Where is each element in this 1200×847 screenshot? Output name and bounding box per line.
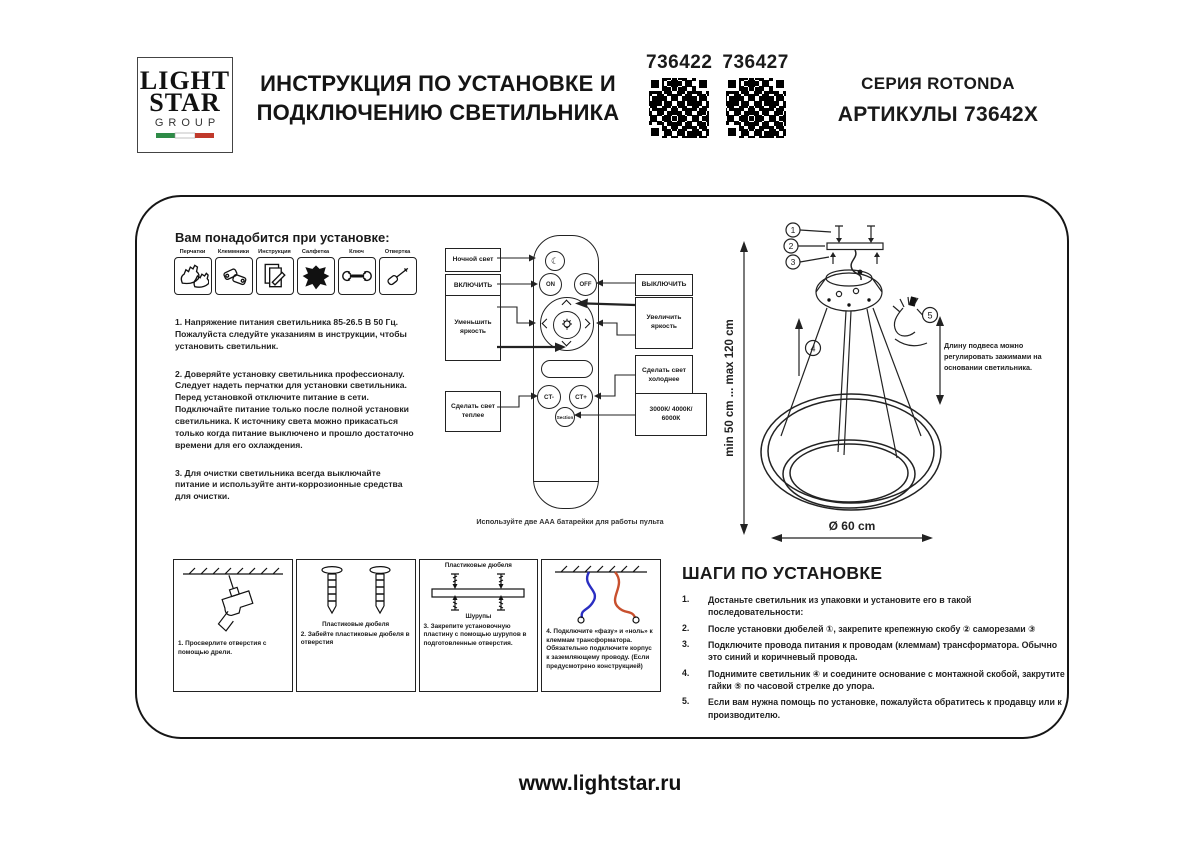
safety-instructions [175, 317, 417, 519]
bulb-icon [560, 318, 574, 332]
step-item [682, 623, 1066, 635]
tools-row [173, 249, 417, 295]
tool-label: Клеммники [217, 249, 250, 255]
off-button: OFF [574, 273, 597, 296]
qr-article-number: 736427 [722, 52, 789, 73]
logo-text-light: LIGHT [139, 66, 231, 96]
lamp-rings [761, 394, 941, 510]
wires-drawing [543, 560, 659, 626]
page-title-line1: ИНСТРУКЦИЯ ПО УСТАНОВКЕ И [260, 71, 616, 96]
series-block [818, 74, 1058, 127]
ct-minus-button: CT- [537, 385, 561, 409]
logo-text-star: STAR [149, 87, 221, 117]
drill-icon [205, 571, 258, 633]
tool-screwdriver [378, 249, 417, 295]
mounting-plate [784, 223, 883, 269]
install-panel-2 [296, 559, 416, 692]
dowels-drawing [298, 560, 414, 622]
screws-label: Шурупы [465, 612, 492, 620]
tool-gloves [173, 249, 212, 295]
screw-icon [451, 574, 459, 589]
night-light-button [545, 251, 565, 271]
plate-screws-drawing [420, 570, 536, 614]
screwdriver-icon [382, 260, 414, 292]
safety-paragraph-2: 2. Доверяйте установку светильника профессионалу. Следует надеть перчатки для установки светильника. Перед установкой отключите питание в сети. Подключайте питание только после полной установки светильника. К источнику света можно прикасаться только когда питание выключено и прошло достаточно времени для его охлаждения. [175, 368, 414, 450]
callout-color-temperatures: 3000К/ 4000К/ 6000К [635, 393, 707, 436]
adjust-length-arrow [936, 316, 944, 405]
step-item [682, 696, 1066, 721]
callout-increase-brightness: Увеличить яркость [635, 297, 693, 349]
tool-clamps [214, 249, 253, 295]
page-title-line2: ПОДКЛЮЧЕНИЮ СВЕТИЛЬНИКА [256, 99, 620, 125]
diameter-dimension [771, 519, 933, 542]
main-panel [135, 195, 1069, 739]
pendant-length-note: Длину подвеса можно регулировать зажимами на основании светильника. [944, 341, 1042, 373]
qr-article-number: 736422 [646, 52, 713, 73]
safety-paragraph-3: 3. Для очистки светильника всегда выключайте питание и используйте анти-коррозионные средства для очистки. [175, 467, 403, 502]
qr-column [646, 52, 712, 140]
step-item [682, 594, 1066, 619]
panel-caption: 4. Подключите «фазу» и «ноль» к клеммам трансформатора. Обязательно подключите корпус к заземляющему проводу. (Если предусмотрено конструкцией) [546, 628, 653, 670]
on-button: ON [539, 273, 562, 296]
diameter-label: Ø 60 cm [828, 519, 876, 533]
callout-4: 4 [810, 343, 816, 354]
step-text: После установки дюбелей ①, закрепите крепежную скобу ② саморезами ③ [708, 623, 1036, 634]
section-button: Section [555, 407, 575, 427]
step-text: Если вам нужна помощь по установке, пожалуйста обратитесь к продавцу или к производителю. [708, 697, 1062, 720]
screw-icon [497, 574, 505, 589]
gloves-icon [177, 260, 209, 292]
callout-3: 3 [790, 257, 796, 267]
step-item [682, 668, 1066, 693]
dowels-label: Пластиковые дюбеля [444, 562, 512, 569]
tool-box [338, 257, 376, 295]
canopy [816, 270, 882, 311]
ct-plus-button: CT+ [569, 385, 593, 409]
install-panel-3 [419, 559, 539, 692]
pill-button [541, 360, 593, 378]
callout-1: 1 [790, 225, 796, 235]
install-panel-4 [541, 559, 661, 692]
tool-label: Перчатки [179, 249, 206, 255]
tool-box [215, 257, 253, 295]
napkin-icon [300, 260, 332, 292]
qr-code-icon [647, 76, 711, 140]
articles-code: АРТИКУЛЫ 73642X [837, 103, 1039, 126]
callout-turn-on: ВКЛЮЧИТЬ [445, 274, 501, 298]
logo-text-group: GROUP [154, 116, 221, 129]
website-url: www.lightstar.ru [518, 772, 682, 795]
step-item [682, 639, 1066, 664]
tool-box [256, 257, 294, 295]
step-number: 2. [682, 622, 690, 633]
wire-terminal [633, 617, 639, 623]
callout-warmer-light: Сделать свет теплее [445, 391, 501, 432]
moon-icon: ☾ [550, 255, 560, 266]
lamp-drawing [689, 212, 1067, 562]
panel-caption: 2. Забейте пластиковые дюбеля в отверстия [300, 630, 410, 647]
neutral-wire [582, 572, 595, 618]
steps-heading: ШАГИ ПО УСТАНОВКЕ [682, 563, 883, 583]
callout-colder-light: Сделать свет холоднее [635, 355, 693, 396]
install-steps [682, 563, 1066, 725]
tool-label: Отвертка [384, 249, 411, 255]
step-number: 3. [682, 638, 690, 649]
remote-bottom-line [533, 481, 599, 482]
callout-turn-off: ВЫКЛЮЧИТЬ [635, 274, 693, 296]
callout-night-light: Ночной свет [445, 248, 501, 272]
qr-codes [646, 52, 789, 140]
callout-2: 2 [788, 241, 794, 251]
tool-box [379, 257, 417, 295]
qr-column [722, 52, 788, 140]
dowels-label: Пластиковые дюбеля [322, 621, 390, 628]
tool-label: Салфетка [301, 249, 330, 255]
power-wire [851, 250, 861, 280]
height-dimension-label: min 50 cm ... max 120 cm [724, 319, 736, 457]
lamp-diagram [689, 212, 1067, 562]
series-name: СЕРИЯ ROTONDA [861, 74, 1015, 93]
clamps-icon [218, 260, 250, 292]
tool-instruction [255, 249, 294, 295]
step-text: Достаньте светильник из упаковки и установите его в такой последовательности: [708, 595, 972, 618]
tool-napkin [296, 249, 335, 295]
callout-decrease-brightness: Уменьшить яркость [445, 295, 501, 361]
tool-label: Ключ [349, 249, 364, 255]
tool-box [174, 257, 212, 295]
callout-5: 5 [927, 310, 933, 321]
lightstar-logo [137, 57, 233, 153]
tool-label: Инструкция [258, 249, 291, 255]
step-number: 4. [682, 667, 690, 678]
qr-code-icon [724, 76, 788, 140]
wrench-icon [341, 260, 373, 292]
instruction-icon [259, 260, 291, 292]
panel-caption: 1. Просверлите отверстия с помощью дрели. [178, 640, 267, 656]
pad-center-button [553, 311, 581, 339]
height-dimension [724, 241, 748, 535]
panel-caption: 3. Закрепите установочную пластину с помощью шурупов в подготовленные отверстия. [423, 622, 527, 647]
page-title [228, 70, 648, 127]
install-panel-1 [173, 559, 293, 692]
dowel-icon [322, 567, 342, 613]
tools-heading: Вам понадобится при установке: [175, 230, 390, 245]
lift-arrow [795, 318, 821, 376]
step-text: Поднимите светильник ④ и соедините основание с монтажной скобой, закрутите гайки ⑤ по часовой стрелке до упора. [708, 668, 1065, 691]
tool-box [297, 257, 335, 295]
dowel-icon [370, 567, 390, 613]
safety-paragraph-1: 1. Напряжение питания светильника 85-26.5 В 50 Гц. Пожалуйста следуйте указаниям в инструкции, чтобы установить светильник. [175, 317, 407, 351]
suspension-cables [781, 308, 921, 458]
step-number: 1. [682, 594, 690, 604]
tool-wrench [337, 249, 376, 295]
remote-diagram [445, 235, 691, 535]
install-panels-row [173, 559, 661, 692]
italian-flag-bar [156, 132, 214, 140]
drill-drawing [175, 560, 291, 638]
step-number: 5. [682, 696, 690, 707]
phase-wire [615, 572, 635, 618]
step-text: Подключите провода питания к проводам (клеммам) трансформатора. Обычно это синий и коричневый провода. [708, 639, 1058, 663]
hand-adjusting-clamp [893, 296, 938, 345]
battery-note: Используйте две ААА батарейки для работы пульта [476, 517, 664, 526]
